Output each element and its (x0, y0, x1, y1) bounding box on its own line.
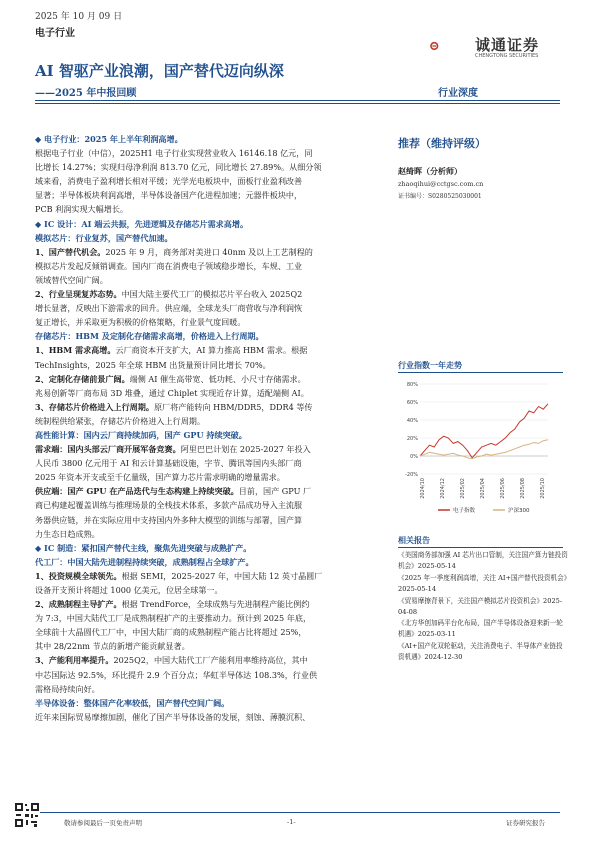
subsection-heading: 存储芯片：HBM 及定制化存储需求高增，价格进入上行周期。 (35, 331, 264, 342)
body-line: 2025 年资本开支或至千亿量级，国产算力芯片需求明确的增量需求。 (35, 472, 285, 483)
x-tick-label: 2025/10 (540, 478, 546, 499)
x-tick-label: 2025/06 (500, 478, 506, 499)
analyst-name: 赵绮晖（分析师） (398, 166, 462, 176)
logo-name: 诚通证券 (475, 36, 540, 54)
footer-report-label: 证券研究报告 (506, 819, 545, 827)
related-title: 相关报告 (398, 535, 430, 545)
point-line (35, 343, 385, 357)
body-line: 为 7:3，中国大陆代工厂是成熟制程扩产的主要推动力。预计到 2025 年底， (35, 613, 312, 624)
related-report-item[interactable]: 《贸易摩擦背景下，关注国产模拟芯片投资机会》2025-04-08 (398, 596, 563, 616)
point-line (35, 287, 385, 301)
y-tick-label: 80% (406, 382, 418, 388)
subsection-heading: 模拟芯片：行业复苏，国产替代加速。 (35, 232, 173, 243)
point-text: 端侧 AI 催生高带宽、低功耗、小尺寸存储需求。 (129, 373, 306, 384)
report-date: 2025 年 10 月 09 日 (35, 12, 123, 22)
body-line: 兆易创新等厂商布局 3D 堆叠，通过 Chiplet 实现近存计算，适配端侧 AI。 (35, 387, 309, 398)
qr-code-icon (14, 802, 40, 828)
point-lead: 3、产能利用率提升。 (35, 655, 114, 666)
body-line: 全球前十大晶圆代工厂中，中国大陆厂商的成熟制程产能占比将超过 25%， (35, 627, 307, 638)
chart-rule (398, 372, 563, 373)
body-line: 商已构建起覆盖训练与推理场景的全栈技术体系，多款产品成功导入主流服 (35, 500, 303, 511)
body-line: 模拟芯片发起反倾销调查。国内厂商在消费电子领域稳步增长，车规、工业 (35, 260, 303, 271)
body-line: 近年来国际贸易摩擦加剧，催化了国产半导体设备的发展，刻蚀、薄膜沉积、 (35, 711, 311, 722)
subsection-heading: 高性能计算：国内云厂商持续加码，国产 GPU 持续突破。 (35, 429, 247, 440)
point-line (35, 400, 385, 414)
x-tick-label: 2025/02 (460, 478, 466, 499)
body-line: 中芯国际达 92.5%，环比提升 2.9 个百分点；华虹半导体达 108.3%，行业供 (35, 669, 318, 680)
body-line: 其中 28/22nm 节点的新增产能贡献显著。 (35, 641, 190, 652)
header-rule (35, 100, 560, 101)
page-number: -1- (287, 818, 296, 826)
body-line: 需格局持续向好。 (35, 683, 100, 694)
point-line (35, 245, 385, 259)
point-line (35, 569, 385, 583)
body-line: 显著；半导体板块利润高增，半导体设备国产化进程加速；元器件板块中， (35, 190, 303, 201)
body-line: PCB 利润实现大幅增长。 (35, 204, 129, 215)
report-subtitle: ——2025 年中报回顾 (35, 88, 137, 99)
subsection-heading: 半导体设备：整体国产化率较低，国产替代空间广阔。 (35, 697, 230, 708)
body-line: 增长显著，反映出下游需求的回升。供应端，全球龙头厂商营收与净利润恢 (35, 303, 303, 314)
body-line: 比增长 14.27%；实现归母净利润 813.70 亿元，同比增长 27.89%。从细分领 (35, 162, 322, 173)
main-body (35, 132, 385, 724)
body-line: 统制程供给紧张，存储芯片价格进入上行周期。 (35, 415, 205, 426)
section-heading: ◆ 电子行业：2025 年上半年利润高增。 (35, 134, 183, 144)
point-text: 云厂商资本开支扩大，AI 算力推高 HBM 需求。根据 (115, 345, 308, 356)
body-line: 人民币 3800 亿元用于 AI 和云计算基础设施，字节、腾讯等国内头部厂商 (35, 458, 302, 469)
related-report-item[interactable]: 《北方华创加码平台化布局，国产半导体设备迎来新一轮机遇》2025-03-11 (398, 619, 563, 639)
analyst-email[interactable]: zhaoqihui@cctgsc.com.cn (398, 180, 484, 188)
series-line-electronics (420, 404, 548, 458)
company-logo (428, 28, 472, 64)
body-line: TechInsights，2025 年全球 HBM 出货量预计同比增长 70%。 (35, 359, 271, 370)
x-tick-label: 2024/10 (420, 478, 426, 499)
point-line (35, 484, 385, 498)
legend-label: 电子指数 (453, 508, 476, 514)
y-tick-label: 20% (406, 436, 418, 442)
body-line: 设备开支预计将超过 1000 亿美元，位居全球第一。 (35, 585, 223, 595)
point-text: 阿里巴巴计划在 2025-2027 年投入 (180, 444, 311, 455)
point-line (35, 442, 385, 456)
legend-label: 沪深300 (508, 508, 530, 514)
point-line (35, 372, 385, 386)
point-lead: 3、存储芯片价格进入上行周期。 (35, 401, 154, 412)
point-text: 原厂将产能转向 HBM/DDR5，DDR4 等传 (153, 401, 313, 412)
point-lead: 2、行业呈现复苏态势。 (35, 289, 122, 300)
industry-label: 电子行业 (35, 28, 75, 39)
section-heading: ◆ IC 设计：AI 端云共振，先进逻辑及存储芯片需求高增。 (35, 218, 249, 229)
footer-rule (35, 812, 560, 813)
x-tick-label: 2025/08 (520, 478, 526, 499)
related-report-item[interactable]: 《AI+国产化双轮驱动，关注消费电子、半导体产业链投资机遇》2024-12-30 (398, 642, 563, 662)
rating: 推荐（维持评级） (398, 137, 486, 150)
analyst-cert: 证书编号：S0280525030001 (398, 193, 482, 200)
y-tick-label: 60% (406, 400, 418, 406)
point-lead: 供应端：国产 GPU 在产品迭代与生态构建上持续突破。 (35, 486, 239, 497)
y-tick-label: -20% (405, 472, 418, 478)
y-tick-label: 40% (406, 418, 418, 424)
x-tick-label: 2025/04 (480, 478, 486, 499)
body-line: 域来看，消费电子盈利增长相对平缓；光学光电板块中，面板行业盈利改善 (35, 176, 303, 187)
x-tick-label: 2024/12 (440, 478, 446, 499)
point-text: 中国大陆主要代工厂的模拟芯片平台收入 2025Q2 (121, 289, 303, 300)
report-title: AI 智驱产业浪潮，国产替代迈向纵深 (35, 62, 284, 80)
related-reports (398, 550, 568, 664)
disclaimer-link[interactable]: 敬请参阅最后一页免责声明 (64, 819, 142, 827)
y-tick-label: 0% (410, 454, 418, 460)
body-line: 务器供应链，并在实际应用中支持国内外多种大模型的训练与部署，国产算 (35, 514, 303, 525)
industry-index-chart (398, 378, 568, 520)
point-text: 根据 SEMI，2025-2027 年，中国大陆 12 英寸晶圆厂 (121, 570, 323, 581)
point-lead: 2、定制化存储前景广阔。 (35, 373, 130, 384)
point-lead: 2、成熟制程主导扩产。 (35, 599, 122, 610)
body-line: 力生态日趋成熟。 (35, 528, 100, 539)
point-text: 2025Q2，中国大陆代工厂产能利用率维持高位，其中 (113, 655, 308, 666)
point-text: 2025 年 9 月，商务部对美进口 40nm 及以上工艺制程的 (105, 246, 313, 257)
subsection-heading: 代工厂：中国大陆先进制程持续突破，成熟制程占全球扩产。 (35, 556, 254, 567)
body-line: 领域替代空间广阔。 (35, 274, 108, 285)
logo-subname: CHENGTONG SECURITIES (475, 53, 539, 59)
related-rule (398, 547, 563, 548)
point-lead: 1、HBM 需求高增。 (35, 345, 116, 356)
point-line (35, 653, 385, 667)
point-lead: 1、国产替代机会。 (35, 246, 106, 257)
point-line (35, 597, 385, 611)
point-text: 目前，国产 GPU 厂 (238, 486, 312, 497)
related-report-item[interactable]: 《2025 年一季度利润高增，关注 AI+国产替代投资机会》2025-05-14 (398, 573, 568, 593)
point-lead: 需求端：国内头部云厂商开展军备竞赛。 (35, 444, 181, 455)
chart-title: 行业指数一年走势 (398, 360, 462, 370)
point-text: 根据 TrendForce，全球成熟与先进制程产能比例约 (121, 599, 310, 610)
point-lead: 1、投资规模全球领先。 (35, 570, 122, 581)
section-heading: ◆ IC 制造：紧扣国产替代主线，聚焦先进突破与成熟扩产。 (35, 542, 252, 553)
header-rule-thin (35, 103, 560, 104)
body-line: 根据电子行业（中信），2025H1 电子行业实现营业收入 16146.18 亿元，同 (35, 148, 313, 159)
report-type: 行业深度 (438, 88, 478, 99)
related-report-item[interactable]: 《美国商务部加强 AI 芯片出口管制，关注国产算力链投资机会》2025-05-14 (398, 551, 568, 570)
body-line: 复正增长，并采取更为积极的价格策略，行业景气度回暖。 (35, 317, 246, 328)
